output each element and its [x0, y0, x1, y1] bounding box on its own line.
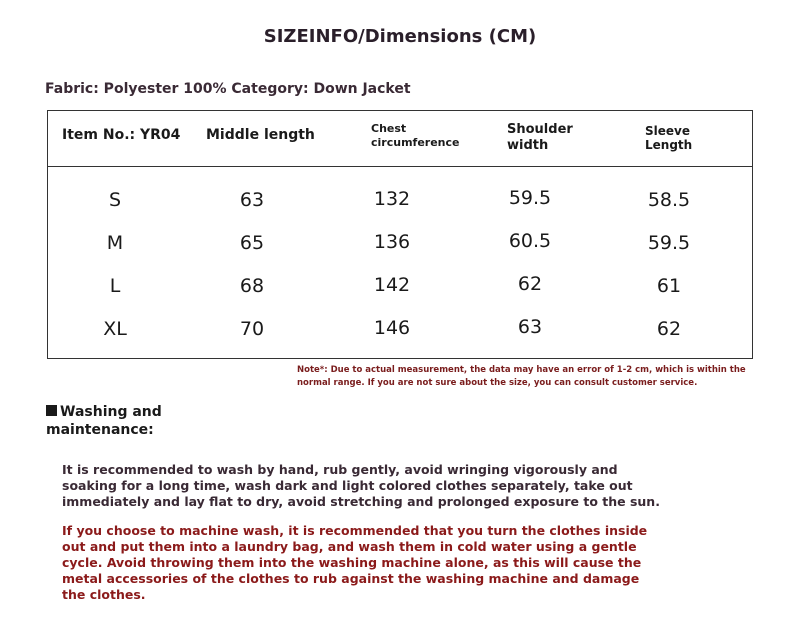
cell-size: XL [103, 318, 127, 340]
cell-sleeve: 59.5 [647, 232, 691, 254]
cell-middle-length: 68 [239, 275, 265, 297]
header-middle-length: Middle length [206, 127, 315, 143]
cell-size: M [106, 232, 124, 254]
cell-middle-length: 70 [239, 318, 265, 340]
fabric-category-line: Fabric: Polyester 100% Category: Down Jacket [45, 81, 411, 97]
washing-heading [46, 403, 162, 439]
cell-middle-length: 63 [239, 189, 265, 211]
cell-sleeve: 58.5 [647, 189, 691, 211]
square-bullet-icon [46, 405, 57, 416]
cell-sleeve: 61 [656, 275, 682, 297]
header-item-no: Item No.: YR04 [62, 127, 181, 143]
header-sleeve-length: Sleeve Length [645, 124, 693, 152]
washing-heading-text: Washing and maintenance: [46, 404, 162, 438]
header-shoulder-width: Shoulder width [507, 122, 573, 153]
cell-shoulder: 63 [517, 316, 543, 338]
cell-shoulder: 59.5 [508, 187, 552, 209]
cell-chest: 136 [373, 231, 411, 253]
measurement-note: Note*: Due to actual measurement, the data may have an error of 1-2 cm, which is within the normal range. If you are not sure about the size, you can consult customer service. [297, 365, 746, 388]
header-chest-circumference: Chest circumference [371, 122, 460, 149]
cell-middle-length: 65 [239, 232, 265, 254]
cell-shoulder: 60.5 [508, 230, 552, 252]
cell-chest: 146 [373, 317, 411, 339]
washing-machine-paragraph: If you choose to machine wash, it is recommended that you turn the clothes inside out and put them into a laundry bag, and wash them in cold water using a gentle cycle. Avoid throwing them into the washing machine alone, as this will cause the metal accessories of the clothes to rub against the washing machine and damage the clothes. [62, 523, 648, 602]
page-title: SIZEINFO/Dimensions (CM) [263, 26, 537, 47]
size-table [47, 110, 753, 359]
cell-size: S [108, 189, 122, 211]
cell-chest: 142 [373, 274, 411, 296]
cell-chest: 132 [373, 188, 411, 210]
header-divider [48, 166, 752, 167]
cell-shoulder: 62 [517, 273, 543, 295]
cell-size: L [109, 275, 121, 297]
cell-sleeve: 62 [656, 318, 682, 340]
washing-hand-paragraph: It is recommended to wash by hand, rub gently, avoid wringing vigorously and soaking for a long time, wash dark and light colored clothes separately, take out immediately and lay flat to dry, avoid stretching and prolonged exposure to the sun. [62, 462, 660, 509]
